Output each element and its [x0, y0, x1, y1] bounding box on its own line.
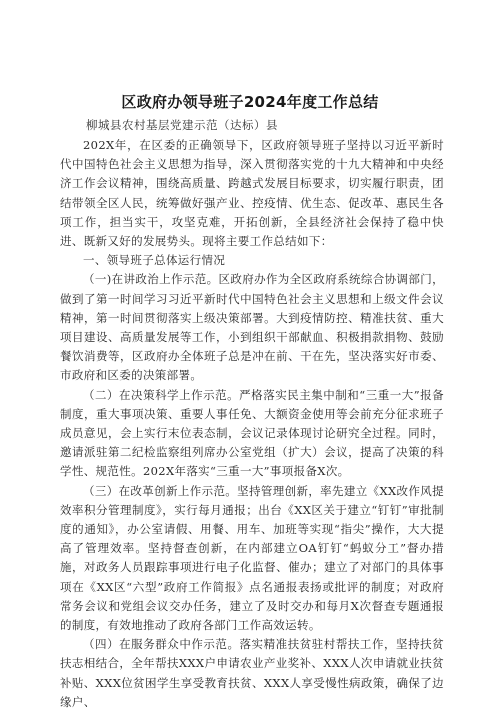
paragraph-service: （四）在服务群众中作示范。落实精准扶贫驻村帮扶工作，坚持扶贫扶志相结合，全年帮扶XXX户申请农业产业奖补、XXX人次申请就业扶贫补贴、XXX位贫困学生享受教育扶贫、XXX人享受慢性病政策，确保了边缘户、 — [60, 637, 444, 709]
paragraph-decision: （二）在决策科学上作示范。严格落实民主集中制和“三重一大”报备制度，重大事项决策、重要人事任免、大额资金使用等会前充分征求班子成员意见，会上实行末位表态制，会议记录体现讨论研究全过程。同时，邀请派驻第二纪检监察组列席办公室党组（扩大）会议，提高了决策的科学性、规范性。202X年落实“三重一大”事项报备X次。 — [60, 387, 444, 479]
paragraph-intro: 202X年，在区委的正确领导下，区政府领导班子坚持以习近平新时代中国特色社会主义思想为指导，深入贯彻落实党的十九大精神和中央经济工作会议精神，围绕高质量、跨越式发展目标要求，切实履行职责，团结带领全区人民，统筹做好强产业、控疫情、优生态、促改革、惠民生各项工作，担当实干，攻坚克难，开拓创新，全县经济社会保持了稳中快进、既新又好的发展势头。现将主要工作总结如下： — [60, 138, 444, 249]
section-heading: 一、领导班子总体运行情况 — [83, 253, 226, 268]
paragraph-politics: （一)在讲政治上作示范。区政府办作为全区政府系统综合协调部门，做到了第一时间学习习近平新时代中国特色社会主义思想和上级文件会议精神，第一时间贯彻落实上级决策部署。大到疫情防控、精准扶贫、重大项目建设、高质量发展等工作，小到组织干部献血、积极捐款捐物、鼓励餐饮消费等，区政府办全体班子总是冲在前、干在先，坚决落实好市委、市政府和区委的决策部署。 — [60, 272, 444, 383]
document-title: 区政府办领导班子2024年度工作总结 — [121, 93, 379, 111]
document-subtitle: 柳城县农村基层党建示范（达标）县 — [86, 118, 278, 132]
paragraph-reform: （三）在改革创新上作示范。坚持管理创新，率先建立《XX改作风提效率积分管理制度》，实行每月通报；出台《XX区关于建立“钉钉”审批制度的通知》，办公室请假、用餐、用车、加班等实现“指尖”操作，大大提高了管理效率。坚持督查创新，在内部建立OA钉钉“蚂蚁分工”督办措施，对政务人员跟踪事项进行电子化监督、催办；建立了对部门的具体事项在《XX区“六型”政府工作简报》点名通报表扬或批评的制度；对政府常务会议和党组会议交办任务，建立了及时交办和每月X次督查专题通报的制度，有效地推动了政府各部门工作高效运转。 — [60, 483, 444, 633]
document-body — [60, 136, 444, 712]
